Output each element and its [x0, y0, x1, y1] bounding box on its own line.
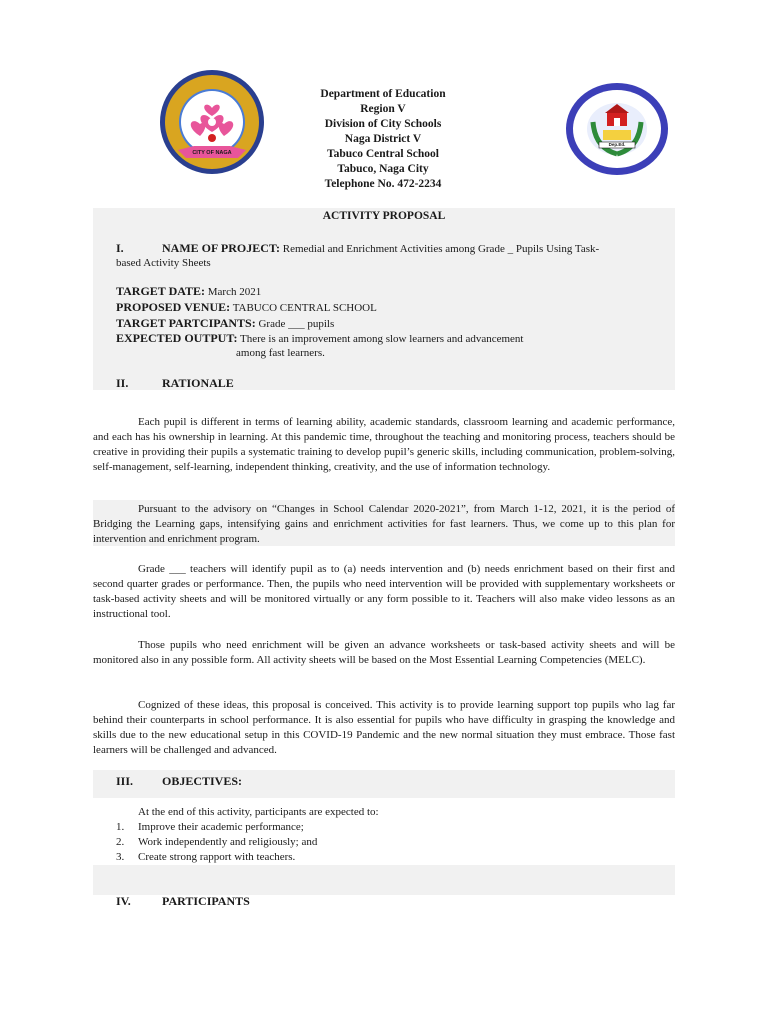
header-line-6: Tabuco, Naga City	[337, 163, 429, 175]
objective-2-number: 2.	[116, 836, 125, 848]
division-logo-bottom-text: CITY OF NAGA	[192, 150, 232, 156]
school-logo-center-text: Dep.Ed.	[608, 142, 626, 147]
rationale-paragraph-5: Cognized of these ideas, this proposal is conceived. This activity is to provide learning support top pupils who lag far behind their counterparts in school performance. It is also essential for pupils who have difficulty in grasping the knowledge and skills due to the new educational setup in this COVID-19 Pandemic and the new normal situation they must embrace. Those fast learners will be challenged and advanced.	[93, 699, 675, 756]
header-line-5: Tabuco Central School	[326, 148, 440, 160]
participants-label: TARGET PARTCIPANTS:	[116, 316, 256, 330]
venue-value: TABUCO CENTRAL SCHOOL	[232, 302, 377, 314]
section-3-number: III.	[116, 774, 134, 788]
letterhead	[250, 87, 516, 192]
school-logo	[565, 82, 669, 176]
project-name-value: Remedial and Enrichment Activities among Grade _ Pupils Using Task-	[282, 243, 600, 255]
section-2-number: II.	[116, 376, 129, 390]
section-1-number: I.	[116, 241, 124, 255]
objective-1-text: Improve their academic performance;	[138, 821, 304, 833]
project-name	[162, 241, 599, 257]
rationale-paragraph-4: Those pupils who need enrichment will be given an advance worksheets or task-based activity sheets and will be monitored also in any possible form. All activity sheets will be based on the Most Essential Learning Competencies (MELC).	[93, 639, 675, 666]
target-date-value: March 2021	[207, 286, 262, 298]
objectives-intro: At the end of this activity, participants are expected to:	[138, 806, 379, 818]
section-4-title: PARTICIPANTS	[162, 894, 250, 908]
project-name-value-cont: based Activity Sheets	[116, 257, 211, 269]
participants-value: Grade ___ pupils	[258, 318, 335, 330]
output-label: EXPECTED OUTPUT:	[116, 331, 238, 345]
section-4-number: IV.	[116, 894, 131, 908]
rationale-paragraph-2: Pursuant to the advisory on “Changes in School Calendar 2020-2021”, from March 1-12, 2021, it is the period of Bridging the Learning gaps, intensifying gains and enrichment activities for fast learners. Thus, we come up to this plan for intervention and enrichment program.	[93, 503, 675, 545]
project-name-label: NAME OF PROJECT:	[162, 241, 280, 255]
header-line-2: Region V	[360, 103, 406, 115]
objective-1-number: 1.	[116, 821, 125, 833]
output-value: There is an improvement among slow learners and advancement	[240, 333, 524, 345]
header-line-4: Naga District V	[344, 133, 422, 145]
school-logo-bottom-text: CITY OF NAGA	[599, 160, 635, 166]
header-line-3: Division of City Schools	[324, 118, 442, 130]
header-line-1: Department of Education	[320, 88, 446, 100]
objective-3-number: 3.	[116, 851, 125, 863]
rationale-paragraph-3: Grade ___ teachers will identify pupil as to (a) needs intervention and (b) needs enrichment based on their first and second quarter grades or performance. Then, the pupils who need intervention will be provided with supplementary worksheets or task-based activity sheets and will be monitored virtually or any form possible to it. Teachers will also make video lessons as an instructional tool.	[93, 563, 675, 620]
expected-output-cont: among fast learners.	[236, 347, 325, 359]
section-3-title: OBJECTIVES:	[162, 774, 243, 788]
objective-2-text: Work independently and religiously; and	[138, 836, 318, 848]
proposed-venue	[116, 300, 377, 316]
objective-3-text: Create strong rapport with teachers.	[138, 851, 296, 863]
venue-label: PROPOSED VENUE:	[116, 300, 231, 314]
target-date-label: TARGET DATE:	[116, 284, 206, 298]
rationale-paragraph-1: Each pupil is different in terms of learning ability, academic standards, classroom learning and academic performance, and each has his ownership in learning. At this pandemic time, throughout the teaching and monitoring process, teachers should be creative in providing their pupils a systematic training to develop pupil’s generic skills, including communication, problem-solving, self-management, self-learning, independent thinking, creativity, and the use of information technology.	[93, 416, 675, 473]
header-line-7: Telephone No. 472-2234	[324, 178, 442, 190]
expected-output	[116, 331, 523, 347]
target-participants	[116, 316, 334, 332]
target-date	[116, 284, 261, 300]
section-2-title: RATIONALE	[162, 376, 234, 390]
document-title: ACTIVITY PROPOSAL	[322, 210, 446, 222]
